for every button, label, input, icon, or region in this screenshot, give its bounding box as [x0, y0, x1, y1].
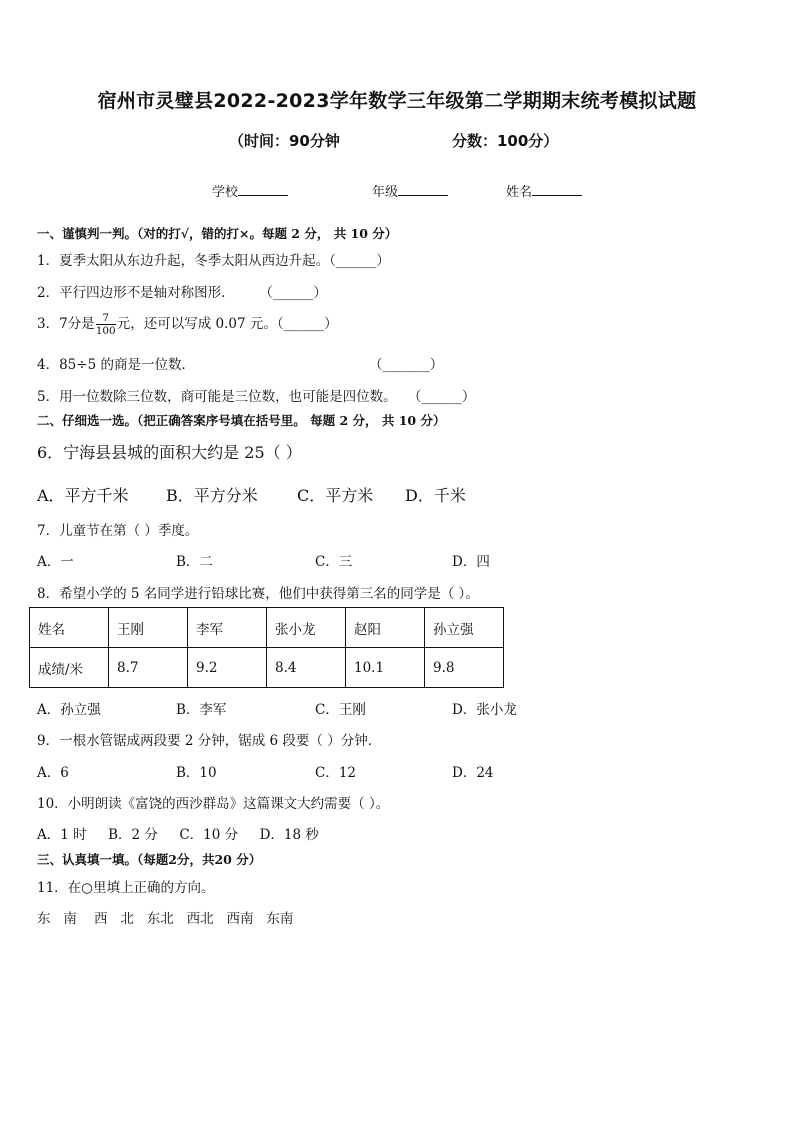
section-2-heading: 二、仔细选一选。（把正确答案序号填在括号里。 每题 2 分， 共 10 分） — [37, 413, 446, 428]
question-6-option-d[interactable]: D．千米 — [405, 486, 466, 505]
question-11-stem: 11．在○里填上正确的方向。 — [37, 880, 215, 896]
question-3-post: 元，还可以写成 0.07 元。（______） — [116, 316, 338, 332]
question-7-option-a[interactable]: A．一 — [37, 554, 74, 570]
question-6-option-b[interactable]: B．平方分米 — [166, 486, 258, 505]
question-4-text: 4．85÷5 的商是一位数． — [37, 357, 195, 373]
question-3 — [37, 312, 338, 337]
table-cell: 成绩/米 — [30, 648, 109, 688]
name-field — [506, 181, 582, 200]
section-3-heading: 三、认真填一填。（每题2分，共20 分） — [37, 852, 262, 867]
table-cell: 孙立强 — [425, 608, 504, 648]
school-label: 学校 — [212, 185, 239, 200]
table-cell: 赵阳 — [346, 608, 425, 648]
grade-label: 年级 — [372, 185, 399, 200]
question-4-blank[interactable]: （_______） — [369, 357, 444, 373]
table-cell: 李军 — [188, 608, 267, 648]
name-label: 姓名 — [506, 185, 533, 200]
question-11-directions: 东 南 西 北 东北 西北 西南 东南 — [37, 911, 294, 927]
grade-blank[interactable] — [398, 182, 448, 196]
table-cell: 9.8 — [425, 648, 504, 688]
question-8-option-d[interactable]: D．张小龙 — [452, 702, 517, 718]
fraction — [96, 312, 116, 337]
question-10-options[interactable]: A．1 时 B．2 分 C．10 分 D．18 秒 — [37, 827, 319, 843]
fraction-numerator: 7 — [96, 312, 116, 325]
question-6-option-c[interactable]: C．平方米 — [297, 486, 374, 505]
question-9-stem: 9．一根水管锯成两段要 2 分钟，锯成 6 段要（ ）分钟． — [37, 733, 382, 749]
question-8-option-c[interactable]: C．王刚 — [315, 702, 366, 718]
score-table — [29, 607, 504, 688]
question-2-blank[interactable]: （______） — [259, 285, 327, 301]
table-row — [30, 608, 504, 648]
table-cell: 王刚 — [109, 608, 188, 648]
table-cell: 9.2 — [188, 648, 267, 688]
question-6-stem: 6．宁海县县城的面积大约是 25（ ） — [37, 443, 302, 462]
question-8-stem: 8．希望小学的 5 名同学进行铅球比赛，他们中获得第三名的同学是（ ）。 — [37, 586, 479, 602]
question-7-option-b[interactable]: B．二 — [176, 554, 213, 570]
name-blank[interactable] — [532, 182, 582, 196]
question-2 — [37, 281, 327, 301]
question-2-text: 2．平行四边形不是轴对称图形. — [37, 285, 226, 301]
question-4 — [37, 353, 444, 373]
question-10-stem: 10．小明朗读《富饶的西沙群岛》这篇课文大约需要（ ）。 — [37, 796, 390, 812]
question-7-stem: 7．儿童节在第（ ）季度。 — [37, 523, 199, 539]
question-9-option-c[interactable]: C．12 — [315, 765, 357, 781]
table-cell: 10.1 — [346, 648, 425, 688]
question-3-pre: 3．7分是 — [37, 316, 95, 332]
exam-time: （时间：90分钟 — [229, 132, 340, 150]
fraction-denominator: 100 — [95, 325, 116, 337]
question-7-option-c[interactable]: C．三 — [315, 554, 353, 570]
table-cell: 8.7 — [109, 648, 188, 688]
question-1: 1．夏季太阳从东边升起，冬季太阳从西边升起。（______） — [37, 253, 390, 269]
exam-score: 分数：100分） — [452, 132, 559, 150]
question-9-option-a[interactable]: A．6 — [37, 765, 69, 781]
question-9-option-d[interactable]: D．24 — [452, 765, 494, 781]
question-8-option-a[interactable]: A．孙立强 — [37, 702, 101, 718]
school-field — [212, 181, 288, 200]
page-title: 宿州市灵璧县2022-2023学年数学三年级第二学期期末统考模拟试题 — [97, 90, 697, 112]
table-cell: 张小龙 — [267, 608, 346, 648]
question-5-blank[interactable]: （______） — [414, 389, 476, 405]
table-cell: 8.4 — [267, 648, 346, 688]
section-1-heading: 一、谨慎判一判。（对的打√，错的打×。每题 2 分， 共 10 分） — [37, 226, 398, 241]
question-5-text: 5．用一位数除三位数，商可能是三位数，也可能是四位数。 — [37, 389, 397, 405]
grade-field — [372, 181, 448, 200]
question-8-option-b[interactable]: B．李军 — [176, 702, 227, 718]
question-9-option-b[interactable]: B．10 — [176, 765, 217, 781]
table-cell: 姓名 — [30, 608, 109, 648]
table-row — [30, 648, 504, 688]
question-6-option-a[interactable]: A．平方千米 — [37, 486, 129, 505]
question-7-option-d[interactable]: D．四 — [452, 554, 490, 570]
question-5 — [37, 385, 475, 405]
school-blank[interactable] — [238, 182, 288, 196]
